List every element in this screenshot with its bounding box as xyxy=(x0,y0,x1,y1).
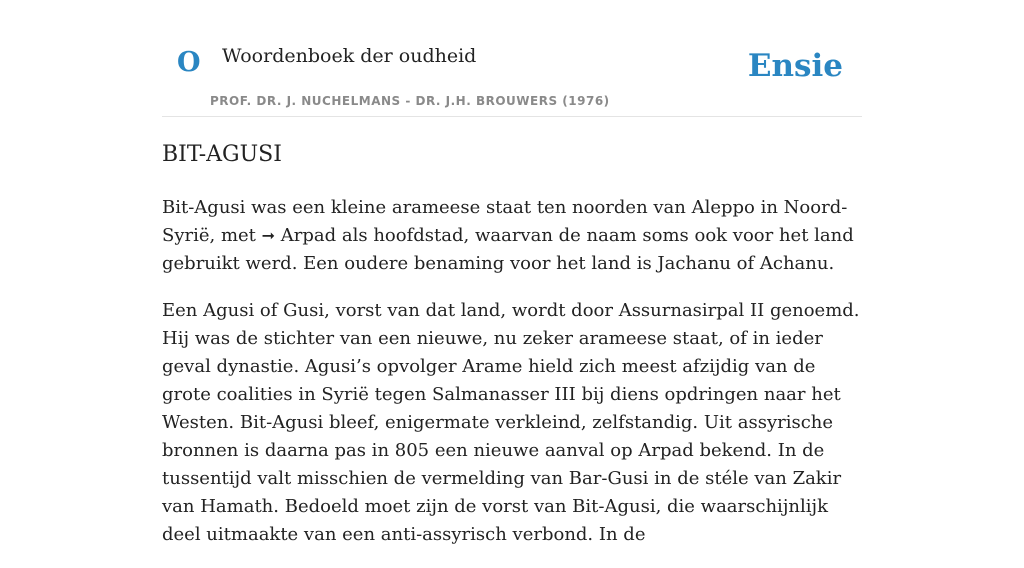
index-letter[interactable]: O xyxy=(177,47,201,78)
ensie-logo[interactable]: Ensie xyxy=(747,48,843,84)
paragraph-text: als hoofdstad, waarvan de naam soms ook voor het land gebruikt werd. Een oudere benaming voor het land is Jachanu of Achanu. xyxy=(162,225,854,274)
dictionary-title[interactable]: Woordenboek der oudheid xyxy=(222,45,477,67)
dictionary-authors: PROF. DR. J. NUCHELMANS - DR. J.H. BROUWERS (1976) xyxy=(210,94,610,108)
arrow-right-icon: ➞ xyxy=(261,226,276,245)
article-paragraph: Een Agusi of Gusi, vorst van dat land, wordt door Assurnasirpal II genoemd. Hij was de stichter van een nieuwe, nu zeker arameese staat, of in ieder geval dynastie. Agusi’s opvolger Arame hield zich meest afzijdig van de grote coalities in Syrië tegen Salmanasser III bij diens opdringen naar het Westen. Bit-Agusi bleef, enigermate verkleind, zelfstandig. Uit assyrische bronnen is daarna pas in 805 een nieuwe aanval op Arpad bekend. In de tussentijd valt misschien de vermelding van Bar-Gusi in de stéle van Zakir van Hamath. Bedoeld moet zijn de vorst van Bit-Agusi, die waarschijnlijk deel uitmaakte van een anti-assyrisch verbond. In de xyxy=(162,300,860,545)
arpad-link-label: Arpad xyxy=(280,225,337,246)
arpad-link[interactable] xyxy=(262,225,337,246)
article xyxy=(162,140,862,568)
paragraph-text: Bit-Agusi was een kleine arameese staat ten noorden van Aleppo in Noord-Syrië, met xyxy=(162,197,848,246)
article-paragraph xyxy=(162,194,862,278)
dictionary-header xyxy=(162,0,862,117)
article-title: BIT-AGUSI xyxy=(162,142,282,167)
